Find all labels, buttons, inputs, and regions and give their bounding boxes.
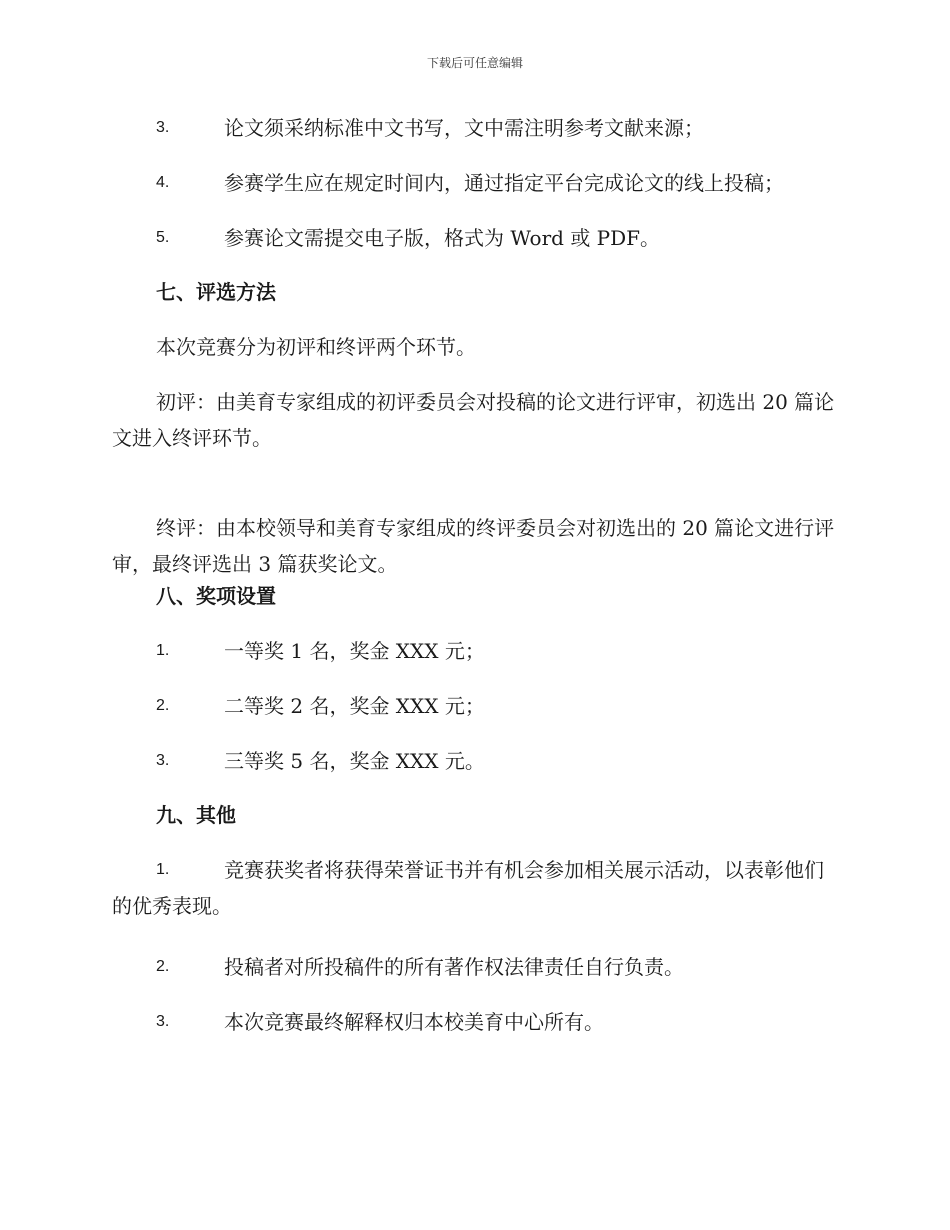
list-item [112,165,842,201]
list-number: 5. [156,229,170,246]
list-number: 4. [156,174,170,191]
list-text: 投稿者对所投稿件的所有著作权法律责任自行负责。 [224,955,684,979]
list-item [112,852,842,924]
list-item [112,633,842,669]
list-text: 参赛学生应在规定时间内，通过指定平台完成论文的线上投稿； [224,171,784,195]
section-heading: 七、评选方法 [156,280,276,304]
list-item [112,110,842,146]
list-text: 竞赛获奖者将获得荣誉证书并有机会参加相关展示活动，以表彰他们的优秀表现。 [112,858,824,918]
list-number: 2. [156,697,170,714]
paragraph: 本次竞赛分为初评和终评两个环节。 [156,335,476,359]
list-text: 参赛论文需提交电子版，格式为 Word 或 PDF。 [224,226,661,250]
list-text: 论文须采纳标准中文书写，文中需注明参考文献来源； [224,116,704,140]
list-number: 3. [156,1013,170,1030]
paragraph: 初评：由美育专家组成的初评委员会对投稿的论文进行评审，初选出 20 篇论文进入终评环节。 [112,390,835,450]
list-number: 3. [156,119,170,136]
section-heading: 八、奖项设置 [156,584,276,608]
list-number: 2. [156,958,170,975]
paragraph: 终评：由本校领导和美育专家组成的终评委员会对初选出的 20 篇论文进行评审，最终评选出 3 篇获奖论文。 [112,516,835,576]
list-item [112,949,842,985]
list-item [112,743,842,779]
list-text: 二等奖 2 名，奖金 XXX 元； [224,694,485,718]
list-item [112,1004,842,1040]
list-number: 3. [156,752,170,769]
list-text: 三等奖 5 名，奖金 XXX 元。 [224,749,485,773]
list-item [112,688,842,724]
list-text: 一等奖 1 名，奖金 XXX 元； [224,639,485,663]
list-number: 1. [156,861,170,878]
list-number: 1. [156,642,170,659]
list-text: 本次竞赛最终解释权归本校美育中心所有。 [224,1010,604,1034]
list-item [112,220,842,256]
section-heading: 九、其他 [156,803,236,827]
page-header: 下载后可任意编辑 [426,56,523,70]
